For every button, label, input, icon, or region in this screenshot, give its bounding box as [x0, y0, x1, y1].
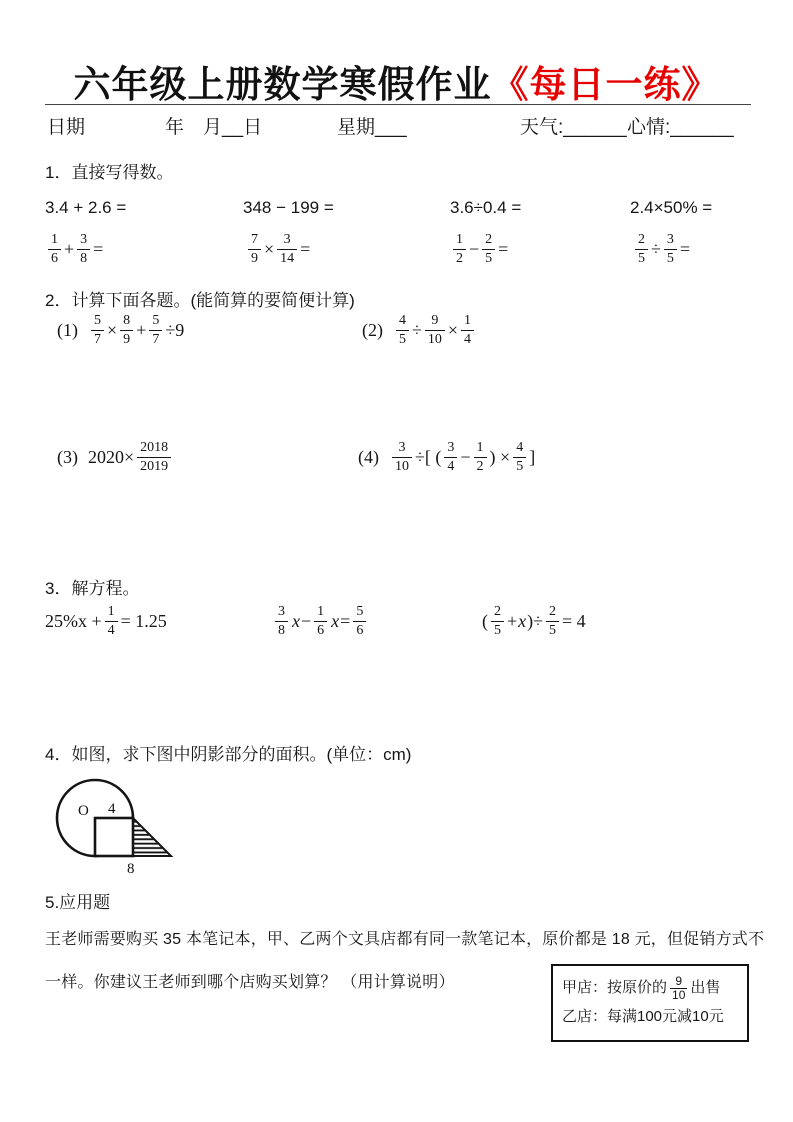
q2-item-2-number: (2): [362, 319, 383, 340]
fraction: $\frac{9}{10}$: [425, 313, 445, 347]
q2-item-4-number: (4): [358, 446, 379, 467]
fraction: $\frac{3}{4}$: [444, 440, 457, 474]
q1-item-8: $\frac{2}{5}$ ÷ $\frac{3}{5}$ =: [632, 232, 690, 266]
shop-a-offer-text: 甲店：按原价的 $\frac{9}{10}$ 出售: [562, 973, 721, 1002]
fraction: $\frac{2}{5}$: [546, 604, 559, 638]
q5-label: 5.应用题: [45, 893, 111, 912]
fraction: $\frac{2}{5}$: [491, 604, 504, 638]
page-title: [0, 54, 793, 108]
page-title-main: 六年级上册数学寒假作业: [73, 65, 492, 106]
fraction: $\frac{3}{14}$: [277, 232, 297, 266]
q2-item-2-expression: $\frac{4}{5}$ ÷ $\frac{9}{10}$ × $\frac{1}{4}$: [393, 313, 477, 347]
q2-item-4-expression: $\frac{3}{10}$ ÷[ ( $\frac{3}{4}$ − $\frac{1}{2}$ ) × $\frac{4}{5}$ ]: [389, 440, 535, 474]
q3-equation-2: $\frac{3}{8}$ x − $\frac{1}{6}$ x = $\frac{5}{6}$: [272, 604, 369, 638]
figure-side-4-label: 4: [108, 801, 116, 817]
fraction: $\frac{2}{5}$: [482, 232, 495, 266]
q1-item-7: $\frac{1}{2}$ − $\frac{2}{5}$ =: [450, 232, 508, 266]
q4-label: 4．如图，求下图中阴影部分的面积。(单位：cm): [45, 745, 412, 764]
fraction: $\frac{3}{8}$: [275, 604, 288, 638]
fraction: $\frac{1}{6}$: [48, 232, 61, 266]
fraction: $\frac{5}{6}$: [353, 604, 366, 638]
fraction: $\frac{1}{2}$: [474, 440, 487, 474]
q5-text-line-2: 一样。你建议王老师到哪个店购买划算？ （用计算说明）: [45, 974, 455, 991]
title-divider: [45, 104, 751, 105]
fraction: $\frac{3}{10}$: [392, 440, 412, 474]
q1-item-4: 2.4×50% =: [630, 198, 713, 217]
weekday-blank: 星期___: [337, 117, 407, 138]
q1-item-3: 3.6÷0.4 =: [450, 198, 522, 217]
year-label: 年: [165, 117, 185, 138]
page-title-highlight: 《每日一练》: [491, 65, 720, 106]
q2-item-4: [358, 440, 535, 474]
weather-blank: 天气:______: [520, 117, 627, 138]
q1-item-6: $\frac{7}{9}$ × $\frac{3}{14}$ =: [245, 232, 310, 266]
fraction: $\frac{5}{7}$: [149, 313, 162, 347]
month-day-blank: 月__日: [203, 117, 263, 138]
q2-label: 2．计算下面各题。(能简算的要简便计算): [45, 291, 355, 310]
q2-item-1-number: (1): [57, 319, 78, 340]
q1-item-2: 348 − 199 =: [243, 198, 334, 217]
promo-info-box: [551, 964, 749, 1042]
q1-item-1: 3.4 + 2.6 =: [45, 198, 127, 217]
math-variable: x: [331, 610, 340, 631]
q3-equation-1: 25%x + $\frac{1}{4}$ = 1.25: [45, 604, 167, 638]
shop-a-offer: [562, 974, 738, 1003]
q3-equation-3: ( $\frac{2}{5}$ + x )÷ $\frac{2}{5}$ = 4: [482, 604, 586, 638]
fraction: $\frac{5}{7}$: [91, 313, 104, 347]
square-outline: [95, 818, 133, 856]
figure-base-8-label: 8: [127, 861, 135, 877]
fraction: $\frac{3}{8}$: [77, 232, 90, 266]
q2-item-1-expression: $\frac{5}{7}$ × $\frac{8}{9}$ + $\frac{5}{7}$ ÷9: [88, 313, 184, 347]
math-variable: x: [292, 610, 300, 631]
fraction: $\frac{8}{9}$: [120, 313, 133, 347]
fraction: $\frac{1}{6}$: [314, 604, 327, 638]
shaded-area-figure: [45, 771, 235, 883]
fraction: $\frac{4}{5}$: [513, 440, 526, 474]
fraction: $\frac{4}{5}$: [396, 313, 409, 347]
q2-item-3: [57, 440, 174, 474]
q2-item-3-expression: 2020× $\frac{2018}{2019}$: [88, 440, 174, 474]
fraction: $\frac{7}{9}$: [248, 232, 261, 266]
shop-b-offer: 乙店：每满100元减10元: [562, 1007, 724, 1025]
fraction: $\frac{3}{5}$: [664, 232, 677, 266]
fraction: $\frac{9}{10}$: [672, 973, 686, 1002]
math-variable: x: [518, 610, 527, 631]
fraction: $\frac{2}{5}$: [635, 232, 648, 266]
fraction: $\frac{2018}{2019}$: [137, 440, 171, 474]
q2-item-2: [362, 313, 477, 347]
q2-item-3-number: (3): [57, 446, 78, 467]
q2-item-1: [57, 313, 184, 347]
q3-label: 3．解方程。: [45, 579, 140, 598]
date-label: 日期: [47, 117, 86, 138]
fraction: $\frac{1}{4}$: [105, 604, 118, 638]
q1-item-5: $\frac{1}{6}$ + $\frac{3}{8}$ =: [45, 232, 103, 266]
fraction: $\frac{1}{4}$: [461, 313, 474, 347]
mood-blank: 心情:______: [627, 117, 734, 138]
fraction: $\frac{1}{2}$: [453, 232, 466, 266]
figure-center-o-label: O: [78, 803, 89, 819]
q5-text-line-1: 王老师需要购买 35 本笔记本，甲、乙两个文具店都有同一款笔记本，原价都是 18 元，但促销方式不: [45, 931, 765, 948]
q1-label: 1．直接写得数。: [45, 163, 174, 182]
